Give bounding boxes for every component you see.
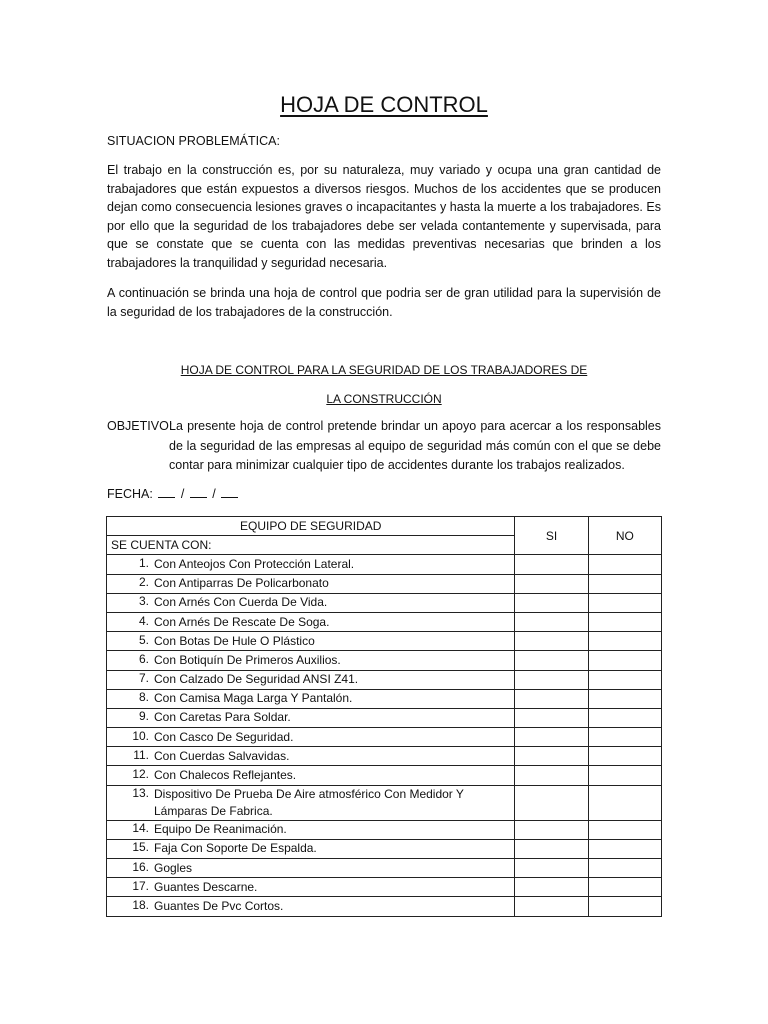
table-row	[107, 766, 662, 785]
si-checkbox-cell[interactable]	[515, 766, 588, 785]
si-checkbox-cell[interactable]	[515, 670, 588, 689]
table-row	[107, 839, 662, 858]
problem-paragraph: El trabajo en la construcción es, por su naturaleza, muy variado y ocupa una gran cantidad de trabajadores que están expuestos a diversos riesgos. Muchos de los accidentes que se producen dejan como consecuencia lesiones graves o incapacitantes y hasta la muerte a los trabajadores. Es por ello que la seguridad de los trabajadores debe ser velada contantemente y supervisada, para que se constate que se cuenta con las medidas preventivas necesarias que brinden a los trabajadores la tranquilidad y seguridad necesaria.	[107, 163, 661, 270]
item-cell	[107, 897, 515, 916]
item-number: 1.	[138, 555, 149, 570]
table-row	[107, 651, 662, 670]
si-checkbox-cell[interactable]	[515, 785, 588, 820]
objective-text: La presente hoja de control pretende brindar un apoyo para acercar a los responsables de la seguridad de las empresas al equipo de seguridad más común con el que se debe contar para minimizar cualquier tipo de accidentes durante los trabajos realizados.	[169, 419, 661, 472]
item-number: 16.	[132, 859, 149, 874]
table-row	[107, 785, 662, 820]
item-number: 10.	[132, 728, 149, 743]
item-number: 11.	[133, 747, 149, 762]
si-checkbox-cell[interactable]	[515, 632, 588, 651]
item-number: 8.	[138, 690, 149, 705]
si-checkbox-cell[interactable]	[515, 878, 588, 897]
item-number: 14.	[132, 821, 149, 836]
no-checkbox-cell[interactable]	[588, 593, 661, 612]
table-row	[107, 728, 662, 747]
item-cell	[107, 555, 515, 574]
item-cell	[107, 689, 515, 708]
table-row	[107, 747, 662, 766]
si-checkbox-cell[interactable]	[515, 555, 588, 574]
item-text: Con Arnés Con Cuerda De Vida.	[154, 595, 328, 610]
si-checkbox-cell[interactable]	[515, 859, 588, 878]
si-checkbox-cell[interactable]	[515, 897, 588, 916]
item-text: Gogles	[154, 860, 193, 875]
section-label: SE CUENTA CON:	[107, 536, 515, 555]
no-checkbox-cell[interactable]	[588, 820, 661, 839]
document-title: HOJA DE CONTROL	[280, 92, 488, 117]
item-text: Con Botiquín De Primeros Auxilios.	[154, 652, 341, 667]
item-cell	[107, 839, 515, 858]
date-label: FECHA:	[107, 487, 153, 501]
checklist-subtitle-line-2: LA CONSTRUCCIÓN	[326, 392, 442, 406]
item-cell	[107, 612, 515, 631]
item-number: 6.	[138, 651, 149, 666]
item-number: 4.	[138, 613, 149, 628]
item-text: Con Arnés De Rescate De Soga.	[154, 614, 330, 629]
intro-paragraph: A continuación se brinda una hoja de control que podria ser de gran utilidad para la supervisión de la seguridad de los trabajadores de la construcción.	[107, 286, 661, 319]
date-field[interactable]	[107, 487, 240, 501]
si-checkbox-cell[interactable]	[515, 612, 588, 631]
table-row	[107, 820, 662, 839]
item-number: 7.	[138, 671, 149, 686]
item-text: Con Botas De Hule O Plástico	[154, 633, 315, 648]
no-checkbox-cell[interactable]	[588, 766, 661, 785]
item-number: 15.	[132, 840, 149, 855]
item-cell	[107, 785, 515, 820]
table-row	[107, 878, 662, 897]
si-checkbox-cell[interactable]	[515, 747, 588, 766]
item-number: 5.	[138, 632, 149, 647]
checklist-subtitle-line-1: HOJA DE CONTROL PARA LA SEGURIDAD DE LOS TRABAJADORES DE	[180, 363, 588, 377]
item-text: Con Cuerdas Salvavidas.	[154, 748, 290, 763]
no-checkbox-cell[interactable]	[588, 574, 661, 593]
no-checkbox-cell[interactable]	[588, 878, 661, 897]
no-checkbox-cell[interactable]	[588, 612, 661, 631]
item-cell	[107, 878, 515, 897]
item-cell	[107, 574, 515, 593]
table-row	[107, 689, 662, 708]
problem-label: SITUACION PROBLEMÁTICA:	[107, 134, 280, 148]
item-text: Faja Con Soporte De Espalda.	[154, 841, 317, 856]
item-text: Con Casco De Seguridad.	[154, 729, 294, 744]
si-checkbox-cell[interactable]	[515, 728, 588, 747]
date-separator: /	[212, 487, 216, 501]
si-checkbox-cell[interactable]	[515, 820, 588, 839]
item-number: 2.	[138, 575, 149, 590]
si-checkbox-cell[interactable]	[515, 574, 588, 593]
header-equipment: EQUIPO DE SEGURIDAD	[107, 517, 515, 536]
no-checkbox-cell[interactable]	[588, 689, 661, 708]
no-checkbox-cell[interactable]	[588, 632, 661, 651]
no-checkbox-cell[interactable]	[588, 670, 661, 689]
no-checkbox-cell[interactable]	[588, 839, 661, 858]
no-checkbox-cell[interactable]	[588, 747, 661, 766]
no-checkbox-cell[interactable]	[588, 651, 661, 670]
si-checkbox-cell[interactable]	[515, 593, 588, 612]
item-cell	[107, 728, 515, 747]
item-number: 12.	[132, 767, 149, 782]
table-row	[107, 897, 662, 916]
si-checkbox-cell[interactable]	[515, 708, 588, 727]
item-text: Con Antiparras De Policarbonato	[154, 576, 329, 591]
safety-checklist-table	[106, 516, 662, 917]
no-checkbox-cell[interactable]	[588, 897, 661, 916]
item-text: Con Anteojos Con Protección Lateral.	[154, 556, 355, 571]
no-checkbox-cell[interactable]	[588, 728, 661, 747]
no-checkbox-cell[interactable]	[588, 785, 661, 820]
date-year-blank[interactable]	[221, 497, 238, 498]
item-number: 13.	[132, 785, 149, 800]
table-row	[107, 632, 662, 651]
item-text: Guantes Descarne.	[154, 879, 258, 894]
no-checkbox-cell[interactable]	[588, 555, 661, 574]
si-checkbox-cell[interactable]	[515, 651, 588, 670]
table-row	[107, 708, 662, 727]
item-cell	[107, 766, 515, 785]
table-row	[107, 859, 662, 878]
si-checkbox-cell[interactable]	[515, 839, 588, 858]
table-row	[107, 574, 662, 593]
item-number: 3.	[138, 594, 149, 609]
item-cell	[107, 670, 515, 689]
no-checkbox-cell[interactable]	[588, 859, 661, 878]
item-cell	[107, 651, 515, 670]
item-cell	[107, 632, 515, 651]
header-si: SI	[515, 517, 588, 555]
item-cell	[107, 859, 515, 878]
date-day-blank[interactable]	[158, 497, 175, 498]
item-cell	[107, 747, 515, 766]
item-number: 9.	[138, 709, 149, 724]
item-text: Guantes De Pvc Cortos.	[154, 898, 284, 913]
item-text: Equipo De Reanimación.	[154, 822, 287, 837]
table-row	[107, 593, 662, 612]
item-text: Con Caretas Para Soldar.	[154, 710, 291, 725]
table-row	[107, 670, 662, 689]
item-number: 18.	[132, 897, 149, 912]
item-cell	[107, 708, 515, 727]
item-text: Con Chalecos Reflejantes.	[154, 768, 297, 783]
objective-label: OBJETIVO:	[107, 419, 173, 433]
header-no: NO	[588, 517, 661, 555]
date-month-blank[interactable]	[190, 497, 207, 498]
item-cell	[107, 820, 515, 839]
item-text: Dispositivo De Prueba De Aire atmosférico Con Medidor Y Lámparas De Fabrica.	[154, 786, 464, 818]
item-text: Con Camisa Maga Larga Y Pantalón.	[154, 691, 353, 706]
item-number: 17.	[132, 878, 149, 893]
item-text: Con Calzado De Seguridad ANSI Z41.	[154, 672, 359, 687]
item-cell	[107, 593, 515, 612]
table-row	[107, 612, 662, 631]
no-checkbox-cell[interactable]	[588, 708, 661, 727]
checklist-body	[107, 555, 662, 916]
date-separator: /	[180, 487, 185, 501]
si-checkbox-cell[interactable]	[515, 689, 588, 708]
table-row	[107, 555, 662, 574]
